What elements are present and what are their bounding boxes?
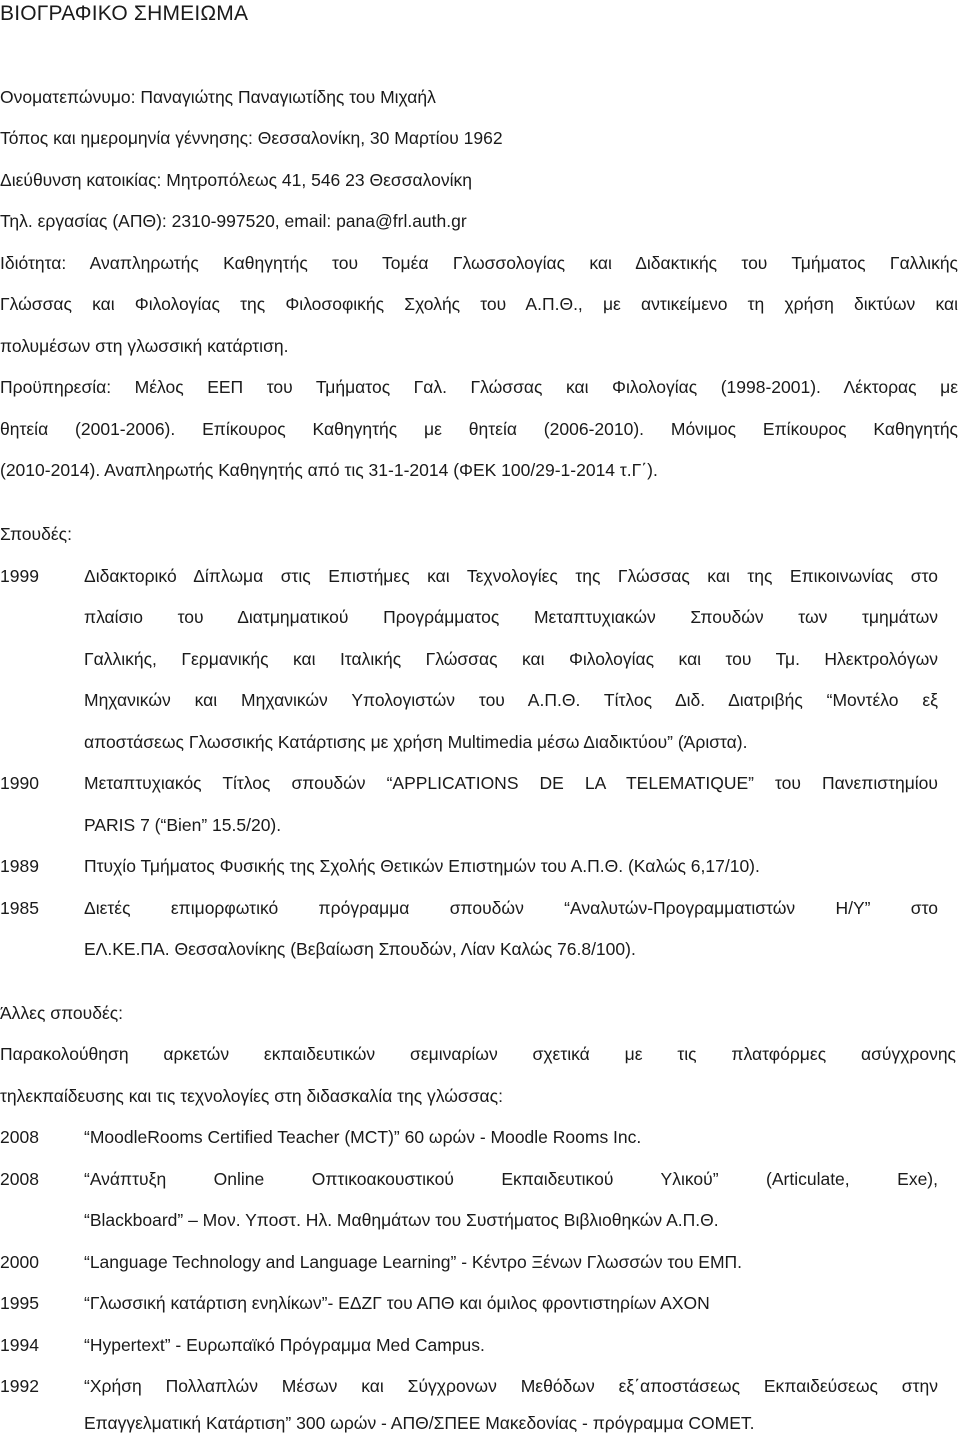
study-year: 1985 (0, 898, 39, 918)
seminar-text: “Χρήση Πολλαπλών Μέσων και Σύγχρονων Μεθόδων εξ΄αποστάσεως Εκπαιδεύσεως στην (84, 1376, 938, 1396)
position-label: Ιδιότητα: (0, 253, 67, 273)
study-text: Γαλλικής, Γερμανικής και Ιταλικής Γλώσσας και Φιλολογίας και του Τμ. Ηλεκτρολόγων (84, 649, 938, 669)
address-label: Διεύθυνση κατοικίας: (0, 170, 162, 190)
address-value: Μητροπόλεως 41, 546 23 Θεσσαλονίκη (161, 170, 472, 190)
seminar-text: “Language Technology and Language Learning” - Κέντρο Ξένων Γλωσσών του ΕΜΠ. (84, 1252, 743, 1272)
experience-line-2: θητεία (2001-2006). Επίκουρος Καθηγητής με θητεία (2006-2010). Μόνιμος Επίκουρος Καθηγητής (0, 419, 958, 439)
study-year: 1989 (0, 856, 39, 876)
experience-line-3: (2010-2014). Αναπληρωτής Καθηγητής από τις 31-1-2014 (ΦΕΚ 100/29-1-2014 τ.Γ΄). (0, 460, 658, 480)
study-text: ΕΛ.ΚΕ.ΠΑ. Θεσσαλονίκης (Βεβαίωση Σπουδών, Λίαν Καλώς 76.8/100). (84, 939, 636, 959)
birth-label: Τόπος και ημερομηνία γέννησης: (0, 128, 253, 148)
experience-text-1: Μέλος ΕΕΠ του Τμήματος Γαλ. Γλώσσας και Φιλολογίας (1998-2001). Λέκτορας με (111, 377, 958, 397)
other-studies-heading: Άλλες σπουδές: (0, 1003, 124, 1023)
seminar-text: Επαγγελματική Κατάρτιση” 300 ωρών - ΑΠΘ/ΣΠΕΕ Μακεδονίας - πρόγραμμα COMET. (84, 1413, 755, 1433)
studies-heading: Σπουδές: (0, 524, 72, 544)
position-line-2: Γλώσσας και Φιλολογίας της Φιλοσοφικής Σχολής του Α.Π.Θ., με αντικείμενο τη χρήση δικτύων και (0, 294, 958, 314)
name-value: Παναγιώτης Παναγιωτίδης (135, 87, 345, 107)
study-text: Διετές επιμορφωτικό πρόγραμμα σπουδών “Αναλυτών-Προγραμματιστών Η/Υ” στο (84, 898, 938, 918)
seminar-year: 1992 (0, 1376, 39, 1396)
seminar-text: “Γλωσσική κατάρτιση ενηλίκων”- ΕΔΖΓ του ΑΠΘ και όμιλος φροντιστηρίων ΑΧΟΝ (84, 1293, 710, 1313)
experience-label: Προϋπηρεσία: (0, 377, 112, 397)
name-label: Ονοματεπώνυμο: (0, 87, 136, 107)
study-year: 1990 (0, 773, 39, 793)
study-text: πλαίσιο του Διατμηματικού Προγράμματος Μεταπτυχιακών Σπουδών των τμημάτων (84, 607, 938, 627)
experience-line-1 (0, 376, 958, 398)
study-text: PARIS 7 (“Bien” 15.5/20). (84, 815, 282, 835)
name-suffix: του Μιχαήλ (344, 87, 436, 107)
seminar-text: “Hypertext” - Ευρωπαϊκό Πρόγραμμα Med Campus. (84, 1335, 485, 1355)
seminar-year: 1994 (0, 1335, 39, 1355)
study-text: Μηχανικών και Μηχανικών Υπολογιστών του Α.Π.Θ. Τίτλος Διδ. Διατριβής “Μοντέλο εξ (84, 690, 938, 710)
phone-email-line: Τηλ. εργασίας (ΑΠΘ): 2310-997520, email: pana@frl.auth.gr (0, 211, 467, 231)
document-title: ΒΙΟΓΡΑΦΙΚΟ ΣΗΜΕΙΩΜΑ (0, 2, 249, 25)
seminar-year: 2008 (0, 1127, 39, 1147)
address-line (0, 169, 958, 191)
study-text: Μεταπτυχιακός Τίτλος σπουδών “APPLICATIONS DE LA TELEMATIQUE” του Πανεπιστημίου (84, 773, 938, 793)
other-studies-intro-1: Παρακολούθηση αρκετών εκπαιδευτικών σεμιναρίων σχετικά με τις πλατφόρμες ασύγχρονης (0, 1044, 956, 1064)
seminar-year: 1995 (0, 1293, 39, 1313)
seminar-year: 2008 (0, 1169, 39, 1189)
birth-line (0, 127, 958, 149)
position-line-3: πολυμέσων στη γλωσσική κατάρτιση. (0, 336, 289, 356)
other-studies-intro-2: τηλεκπαίδευσης και τις τεχνολογίες στη διδασκαλία της γλώσσας: (0, 1086, 503, 1106)
study-text: Πτυχίο Τμήματος Φυσικής της Σχολής Θετικών Επιστημών του Α.Π.Θ. (Καλώς 6,17/10). (84, 856, 760, 876)
seminar-text: “MoodleRooms Certified Teacher (MCT)” 60 ωρών - Moodle Rooms Inc. (84, 1127, 642, 1147)
seminar-text: “Blackboard” – Μον. Υποστ. Ηλ. Μαθημάτων του Συστήματος Βιβλιοθηκών Α.Π.Θ. (84, 1210, 719, 1230)
seminar-year: 2000 (0, 1252, 39, 1272)
position-line-1 (0, 252, 958, 274)
birth-value: Θεσσαλονίκη, 30 Μαρτίου 1962 (252, 128, 503, 148)
study-year: 1999 (0, 566, 39, 586)
study-text: αποστάσεως Γλωσσικής Κατάρτισης με χρήση Multimedia μέσω Διαδικτύου” (Άριστα). (84, 732, 748, 752)
name-line (0, 86, 958, 108)
study-text: Διδακτορικό Δίπλωμα στις Επιστήμες και Τεχνολογίες της Γλώσσας και της Επικοινωνίας στο (84, 566, 938, 586)
position-text-1: Αναπληρωτής Καθηγητής του Τομέα Γλωσσολογίας και Διδακτικής του Τμήματος Γαλλικής (66, 253, 958, 273)
seminar-text: “Ανάπτυξη Online Οπτικοακουστικού Εκπαιδευτικού Υλικού” (Articulate, Exe), (84, 1169, 938, 1189)
